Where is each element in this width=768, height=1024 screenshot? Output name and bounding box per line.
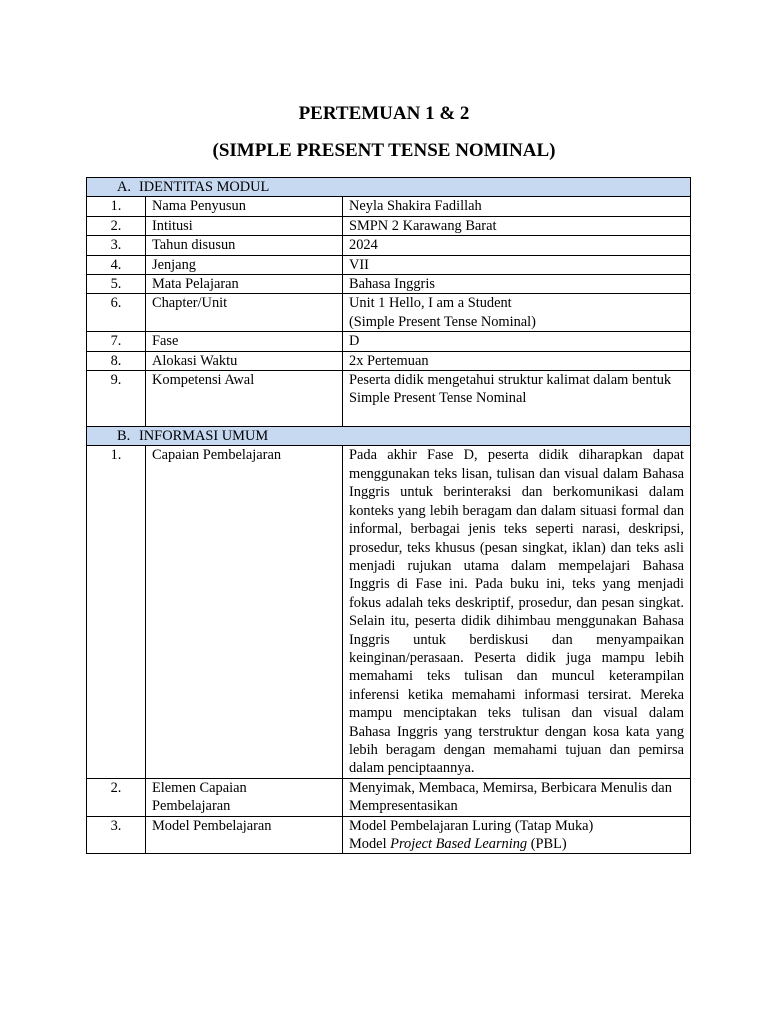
row-value-line: Model Pembelajaran Luring (Tatap Muka) [349,817,594,834]
document-subtitle: (SIMPLE PRESENT TENSE NOMINAL) [212,140,556,161]
row-value: Pada akhir Fase D, peserta didik diharapkan dapat menggunakan teks lisan, tulisan dan visual dalam Bahasa Inggris untuk berinteraksi dan berkomunikasi dalam konteks yang lebih beragam dan dalam situasi formal dan informal, berbagai jenis teks seperti narasi, deskripsi, prosedur, teks khusus (pesan singkat, iklan) dan teks asli menjadi rujukan utama dalam mempelajari Bahasa Inggris di Fase ini. Pada buku ini, teks yang menjadi fokus adalah teks deskriptif, prosedur, dan pesan singkat. Selain itu, peserta didik dihimbau menggunakan Bahasa Inggris untuk berdiskusi dan menyampaikan keinginan/perasaan. Peserta didik juga mampu lebih memahami teks tulisan dan muncul keterampilan inferensi ketika memahami informasi tersirat. Mereka mampu menciptakan teks tulisan dan visual dalam Bahasa Inggris yang terstruktur dengan kosa kata yang lebih beragam dengan memahami tujuan dan pemirsa dalam penciptaannya. [343,446,691,778]
table-row [87,255,691,274]
row-value-line: Unit 1 Hello, I am a Student [349,295,512,312]
row-number: 7. [87,332,146,351]
row-number: 2. [87,216,146,235]
table-row [87,816,691,854]
value-text: Model [349,836,391,852]
row-value: Bahasa Inggris [343,275,691,294]
row-value: SMPN 2 Karawang Barat [343,216,691,235]
row-number: 5. [87,275,146,294]
row-value: VII [343,255,691,274]
row-value-line [349,835,684,853]
row-number: 2. [87,778,146,816]
table-row [87,351,691,370]
row-value-line: (Simple Present Tense Nominal) [349,313,536,330]
row-value: Menyimak, Membaca, Memirsa, Berbicara Menulis dan Mempresentasikan [343,778,691,816]
row-number: 1. [87,197,146,216]
row-label-line: Pembelajaran [152,798,231,815]
row-label: Mata Pelajaran [146,275,343,294]
value-text: (PBL) [527,836,567,852]
row-value: Peserta didik mengetahui struktur kalimat dalam bentuk Simple Present Tense Nominal [343,371,691,427]
row-label: Capaian Pembelajaran [146,446,343,778]
table-row [87,371,691,427]
row-label: Jenjang [146,255,343,274]
row-value: 2x Pertemuan [343,351,691,370]
table-row [87,236,691,255]
row-label: Nama Penyusun [146,197,343,216]
table-row [87,275,691,294]
table-row [87,778,691,816]
row-label: Tahun disusun [146,236,343,255]
row-label [146,778,343,816]
section-b-letter: B. [117,428,131,445]
row-label: Intitusi [146,216,343,235]
row-number: 1. [87,446,146,778]
section-b-title: INFORMASI UMUM [139,428,269,445]
section-b-header [87,427,691,446]
table-row [87,332,691,351]
row-label: Fase [146,332,343,351]
row-label: Kompetensi Awal [146,371,343,427]
row-value [343,294,691,332]
row-label: Model Pembelajaran [146,816,343,854]
row-number: 9. [87,371,146,427]
row-value: 2024 [343,236,691,255]
section-a-letter: A. [117,179,131,195]
table-row [87,216,691,235]
row-label: Chapter/Unit [146,294,343,332]
row-number: 4. [87,255,146,274]
table-row [87,446,691,778]
row-value: Neyla Shakira Fadillah [343,197,691,216]
module-table [86,177,691,854]
row-label: Alokasi Waktu [146,351,343,370]
row-label-line: Elemen Capaian [152,779,247,796]
table-row [87,294,691,332]
row-number: 3. [87,816,146,854]
row-value: D [343,332,691,351]
section-a-title: IDENTITAS MODUL [139,179,270,195]
section-a-header [87,178,691,197]
row-value [343,816,691,854]
row-number: 8. [87,351,146,370]
row-number: 3. [87,236,146,255]
document-title: PERTEMUAN 1 & 2 [298,103,470,124]
table-row [87,197,691,216]
row-number: 6. [87,294,146,332]
value-text-italic: Project Based Learning [390,836,528,852]
